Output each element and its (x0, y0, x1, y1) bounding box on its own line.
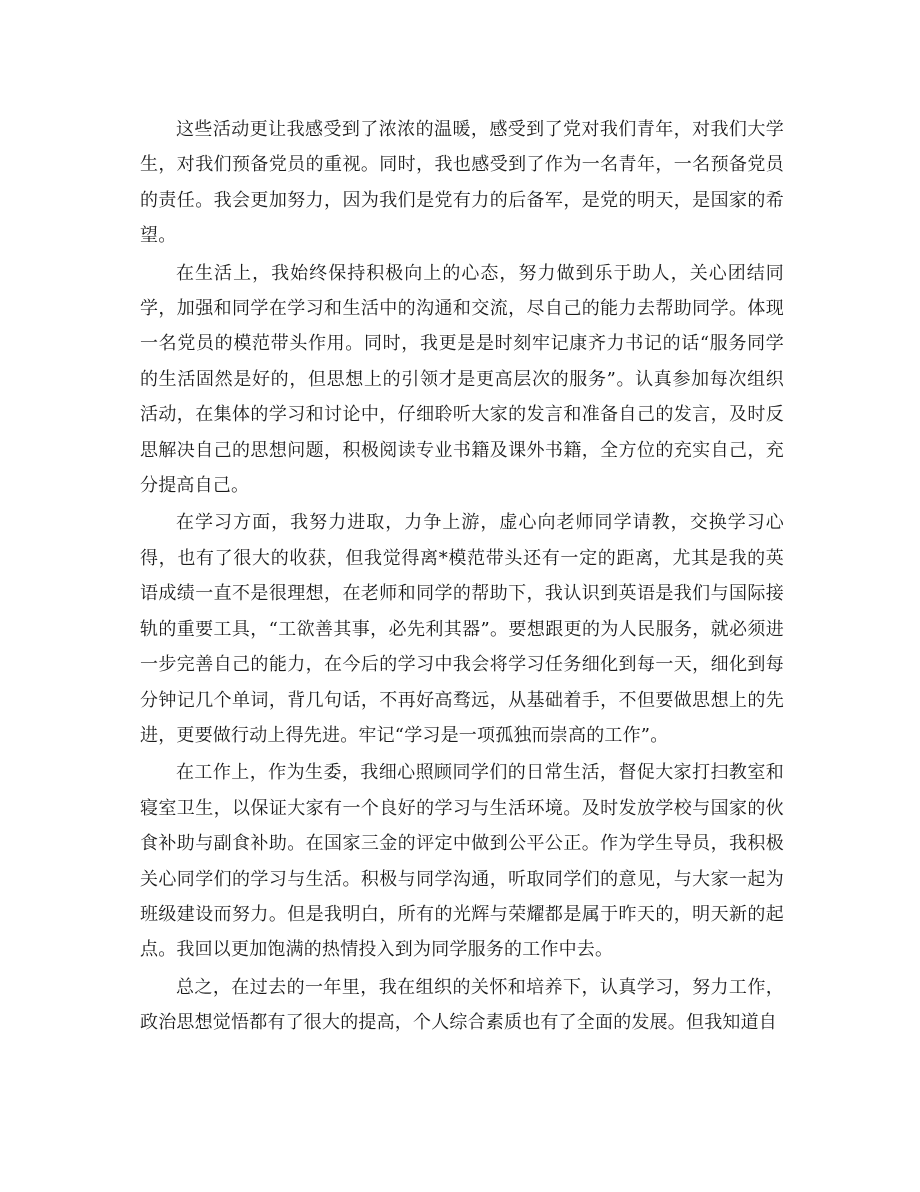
paragraph: 在学习方面，我努力进取，力争上游，虚心向老师同学请教，交换学习心得，也有了很大的收获，但我觉得离*模范带头还有一定的距离，尤其是我的英语成绩一直不是很理想，在老师和同学的帮助下，我认识到英语是我们与国际接轨的重要工具，“工欲善其事，必先利其器”。要想跟更的为人民服务，就必须进一步完善自己的能力，在今后的学习中我会将学习任务细化到每一天，细化到每分钟记几个单词，背几句话，不再好高骛远，从基础着手，不但要做思想上的先进，更要做行动上得先进。牢记“学习是一项孤独而崇高的工作”。 (140, 512, 784, 746)
document-body (140, 112, 784, 1041)
paragraph: 在生活上，我始终保持积极向上的心态，努力做到乐于助人，关心团结同学，加强和同学在学习和生活中的沟通和交流，尽自己的能力去帮助同学。体现一名党员的模范带头作用。同时，我更是是时刻牢记康齐力书记的话“服务同学的生活固然是好的，但思想上的引领才是更高层次的服务”。认真参加每次组织活动，在集体的学习和讨论中，仔细聆听大家的发言和准备自己的发言，及时反思解决自己的思想问题，积极阅读专业书籍及课外书籍，全方位的充实自己，充分提高自己。 (140, 262, 784, 497)
paragraph: 总之，在过去的一年里，我在组织的关怀和培养下，认真学习，努力工作，政治思想觉悟都有了很大的提高，个人综合素质也有了全面的发展。但我知道自 (140, 976, 784, 1034)
paragraph: 这些活动更让我感受到了浓浓的温暖，感受到了党对我们青年，对我们大学生，对我们预备党员的重视。同时，我也感受到了作为一名青年，一名预备党员的责任。我会更加努力，因为我们是党有力的后备军，是党的明天，是国家的希望。 (140, 119, 784, 247)
paragraph: 在工作上，作为生委，我细心照顾同学们的日常生活，督促大家打扫教室和寝室卫生，以保证大家有一个良好的学习与生活环境。及时发放学校与国家的伙食补助与副食补助。在国家三金的评定中做到公平公正。作为学生导员，我积极关心同学们的学习与生活。积极与同学沟通，听取同学们的意见，与大家一起为班级建设而努力。但是我明白，所有的光辉与荣耀都是属于昨天的，明天新的起点。我回以更加饱满的热情投入到为同学服务的工作中去。 (140, 762, 784, 961)
